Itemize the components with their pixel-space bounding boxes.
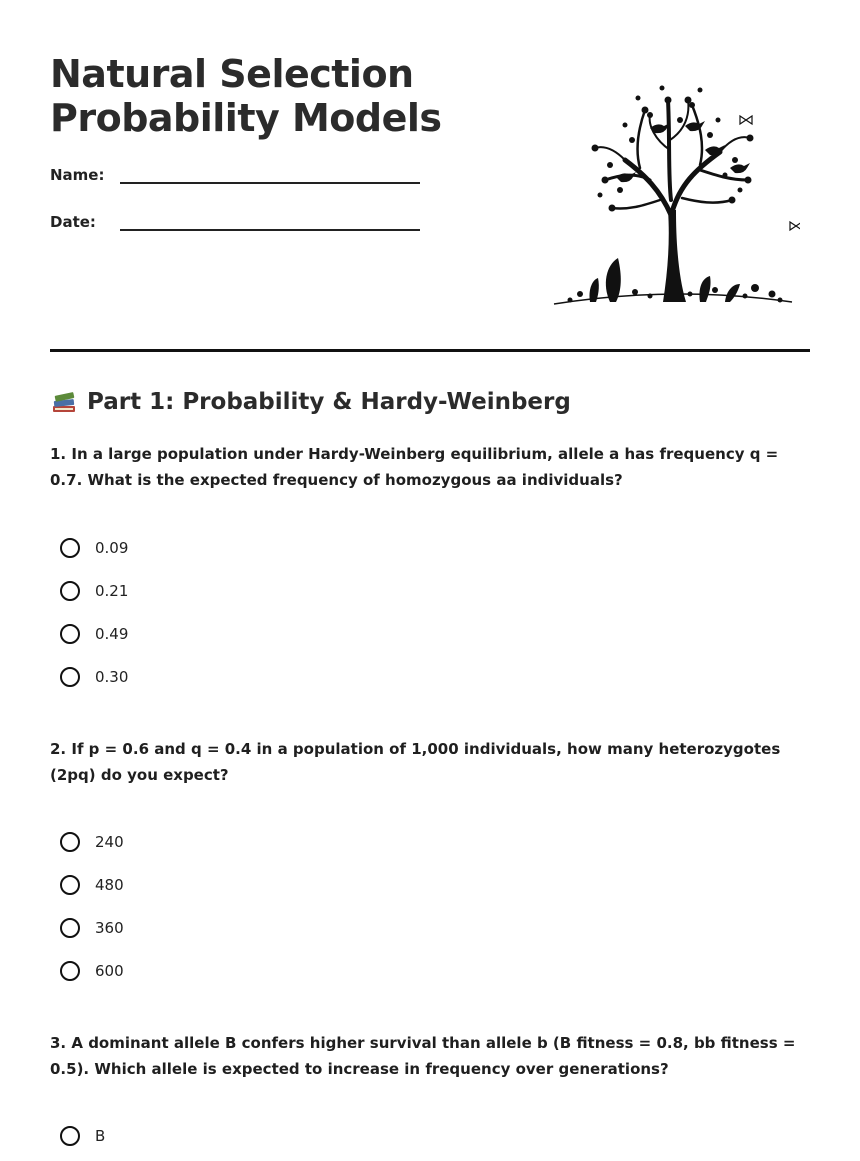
date-line[interactable]	[120, 215, 420, 231]
option-q3-a[interactable]	[60, 1114, 105, 1157]
radio-button[interactable]	[60, 918, 80, 938]
tree-with-birds-and-butterflies-icon	[550, 80, 800, 312]
name-line[interactable]	[120, 168, 420, 184]
question-3: 3. A dominant allele B confers higher survival than allele b (B fitness = 0.8, bb fitness = 0.5). Which allele is expected to increase in frequency over generations?	[50, 1034, 796, 1078]
option-q1-c[interactable]	[60, 612, 128, 655]
radio-button[interactable]	[60, 581, 80, 601]
books-icon	[50, 388, 78, 416]
option-q2-b[interactable]	[60, 863, 124, 906]
radio-button[interactable]	[60, 875, 80, 895]
radio-button[interactable]	[60, 832, 80, 852]
radio-button[interactable]	[60, 961, 80, 981]
name-field	[50, 166, 420, 184]
option-label: 0.49	[95, 624, 129, 643]
radio-button[interactable]	[60, 667, 80, 687]
radio-button[interactable]	[60, 1126, 80, 1146]
date-label: Date:	[50, 213, 96, 231]
option-q2-c[interactable]	[60, 906, 124, 949]
option-label: B	[95, 1126, 106, 1145]
title-line-1: Natural Selection	[50, 52, 414, 96]
header-divider	[50, 349, 810, 352]
option-label: 0.09	[95, 538, 129, 557]
option-label: 0.30	[95, 667, 129, 686]
option-q2-a[interactable]	[60, 820, 124, 863]
question-1: 1. In a large population under Hardy-Weinberg equilibrium, allele a has frequency q = 0.7. What is the expected frequency of homozygous aa individuals?	[50, 445, 779, 489]
option-q1-b[interactable]	[60, 569, 128, 612]
title-line-2: Probability Models	[50, 96, 442, 140]
name-label: Name:	[50, 166, 105, 184]
radio-button[interactable]	[60, 538, 80, 558]
question-3-options	[60, 1114, 105, 1157]
option-label: 600	[95, 961, 124, 980]
option-q1-a[interactable]	[60, 526, 128, 569]
question-2-options	[60, 820, 124, 992]
section-heading	[50, 388, 571, 416]
option-label: 360	[95, 918, 124, 937]
radio-button[interactable]	[60, 624, 80, 644]
section-title: Part 1: Probability & Hardy-Weinberg	[87, 389, 571, 415]
option-label: 0.21	[95, 581, 129, 600]
option-q1-d[interactable]	[60, 655, 128, 698]
question-1-options	[60, 526, 128, 698]
option-q2-d[interactable]	[60, 949, 124, 992]
option-label: 240	[95, 832, 124, 851]
question-2: 2. If p = 0.6 and q = 0.4 in a population of 1,000 individuals, how many heterozygotes (2pq) do you expect?	[50, 740, 781, 784]
date-field	[50, 213, 420, 231]
worksheet-header	[50, 52, 810, 312]
option-label: 480	[95, 875, 124, 894]
